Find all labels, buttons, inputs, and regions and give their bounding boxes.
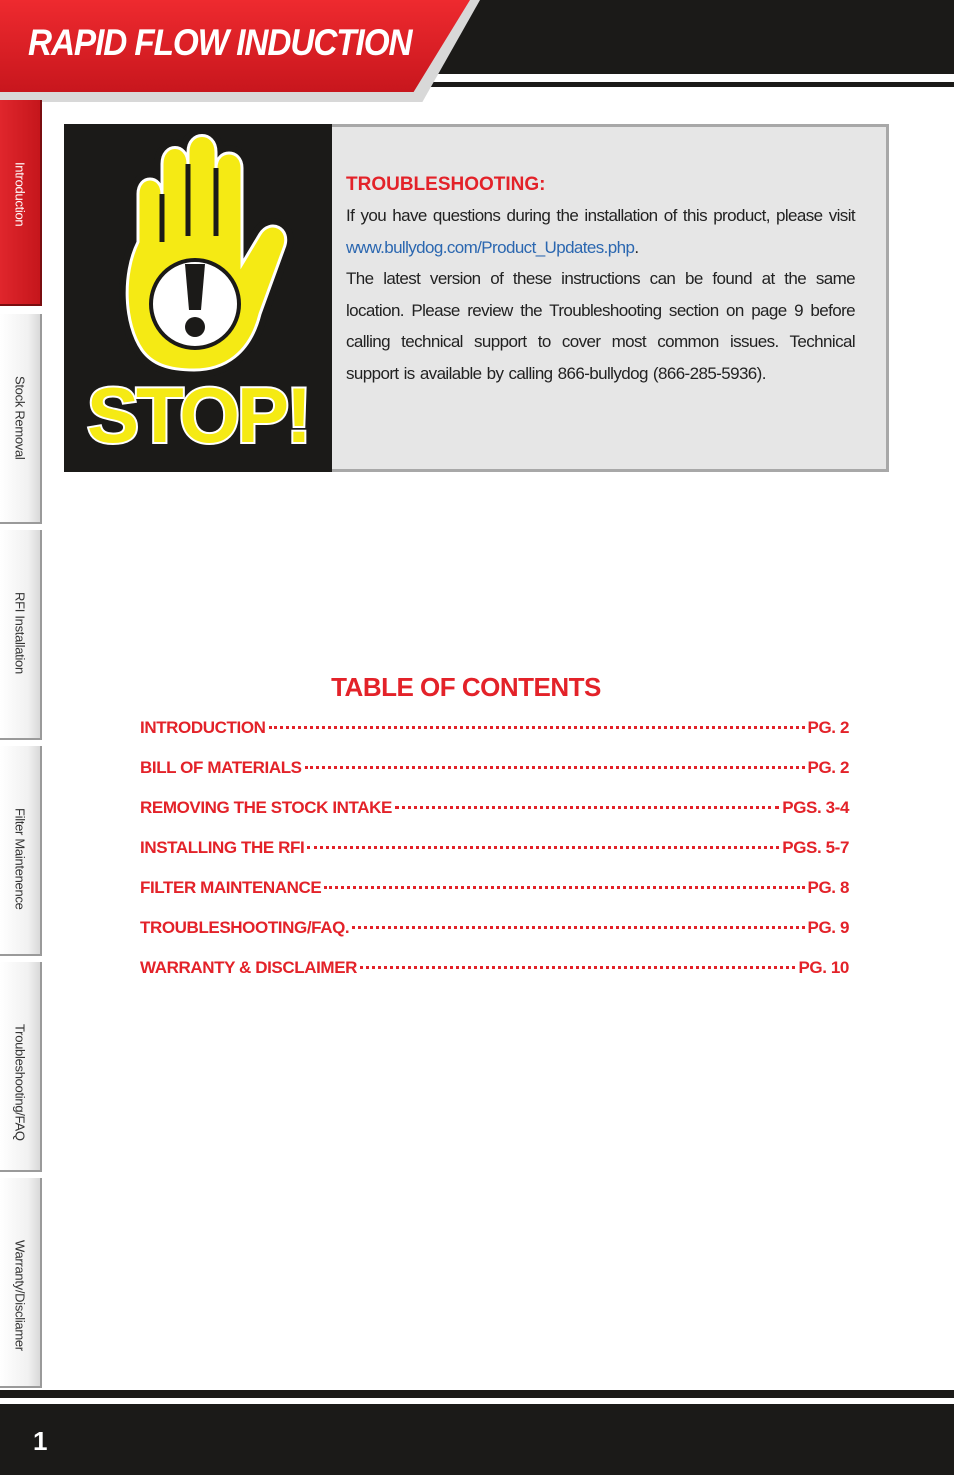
toc-item-page: PG. 10 bbox=[798, 958, 849, 977]
toc-item-label: BILL OF MATERIALS bbox=[140, 758, 302, 777]
toc-item-troubleshooting-faq[interactable] bbox=[140, 918, 849, 958]
footer-bar bbox=[0, 1404, 954, 1475]
stop-panel bbox=[64, 124, 332, 472]
tab-label: RFI Installation bbox=[12, 592, 28, 674]
tab-label: Troubleshooting/FAQ bbox=[12, 1024, 28, 1141]
header-stripe bbox=[380, 82, 954, 87]
toc-item-label: REMOVING THE STOCK INTAKE bbox=[140, 798, 392, 817]
tab-filter-maintenence[interactable] bbox=[0, 746, 42, 956]
tab-stock-removal[interactable] bbox=[0, 314, 42, 524]
troubleshooting-body: The latest version of these instructions can be found at the same location. Please review the Troubleshooting section on page 9 before calling technical support to cover most common issues. Technical support is available by calling 866-bullydog (866-285-5936). bbox=[346, 269, 855, 383]
toc-item-page: PGS. 5-7 bbox=[782, 838, 849, 857]
tab-troubleshooting-faq[interactable] bbox=[0, 962, 42, 1172]
toc-item-page: PG. 9 bbox=[807, 918, 849, 937]
toc-item-warranty-disclaimer[interactable] bbox=[140, 958, 849, 998]
toc-item-page: PG. 2 bbox=[807, 758, 849, 777]
product-updates-link[interactable]: www.bullydog.com/Product_Updates.php bbox=[346, 237, 635, 257]
stop-hand-icon bbox=[64, 124, 332, 472]
tab-rfi-installation[interactable] bbox=[0, 530, 42, 740]
toc-item-label: TROUBLESHOOTING/FAQ. bbox=[140, 918, 350, 937]
toc-item-page: PGS. 3-4 bbox=[782, 798, 849, 817]
toc-item-installing-rfi[interactable] bbox=[140, 838, 849, 878]
toc-leader-dots bbox=[305, 766, 805, 769]
document-title: RAPID FLOW INDUCTION bbox=[28, 22, 412, 63]
page-number: 1 bbox=[33, 1426, 48, 1456]
toc-leader-dots bbox=[352, 926, 804, 929]
troubleshooting-intro bbox=[346, 200, 855, 263]
intro-end: . bbox=[634, 237, 639, 257]
toc-item-bill-of-materials[interactable] bbox=[140, 758, 849, 798]
tab-label: Warranty/Discliamer bbox=[12, 1240, 28, 1351]
toc-leader-dots bbox=[269, 726, 805, 729]
toc-item-introduction[interactable] bbox=[140, 718, 849, 758]
toc-item-page: PG. 2 bbox=[807, 718, 849, 737]
tab-label: Stock Removal bbox=[12, 376, 28, 460]
intro-text: If you have questions during the installation of this product, please visit bbox=[346, 206, 855, 225]
tab-label: Introduction bbox=[12, 162, 28, 227]
stop-text: STOP! bbox=[87, 371, 309, 459]
troubleshooting-heading: TROUBLESHOOTING: bbox=[346, 174, 546, 195]
toc-item-page: PG. 8 bbox=[807, 878, 849, 897]
toc-leader-dots bbox=[324, 886, 804, 889]
toc-leader-dots bbox=[307, 846, 779, 849]
toc-item-label: INTRODUCTION bbox=[140, 718, 266, 737]
toc-item-filter-maintenance[interactable] bbox=[140, 878, 849, 918]
toc-leader-dots bbox=[360, 966, 795, 969]
toc-title: TABLE OF CONTENTS bbox=[331, 672, 601, 702]
toc-item-label: FILTER MAINTENANCE bbox=[140, 878, 322, 897]
troubleshooting-text bbox=[346, 170, 855, 389]
toc-item-removing-stock-intake[interactable] bbox=[140, 798, 849, 838]
tab-introduction[interactable] bbox=[0, 100, 42, 306]
toc-item-label: INSTALLING THE RFI bbox=[140, 838, 305, 857]
toc-leader-dots bbox=[395, 806, 779, 809]
tab-label: Filter Maintenence bbox=[12, 808, 28, 910]
toc-list bbox=[140, 718, 849, 998]
tab-warranty-disclaimer[interactable] bbox=[0, 1178, 42, 1388]
toc-item-label: WARRANTY & DISCLAIMER bbox=[140, 958, 358, 977]
footer-stripe bbox=[0, 1390, 954, 1398]
